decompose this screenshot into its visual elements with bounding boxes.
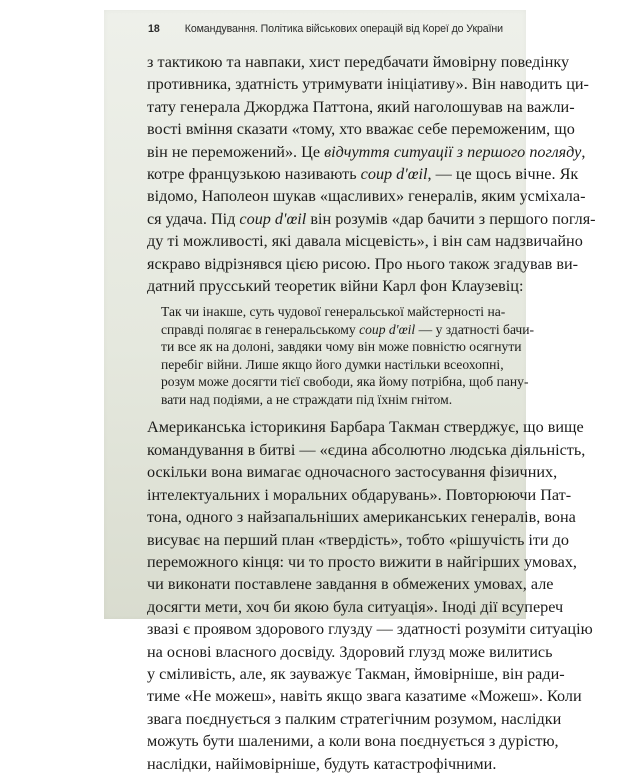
quote-line bbox=[161, 321, 535, 339]
text-line: з тактикою та навпаки, хист передбачати ймовірну поведінку bbox=[147, 53, 570, 71]
text-line bbox=[147, 141, 586, 163]
text-line: тиме «Не можеш», навіть якщо звага казатиме «Можеш». Коли bbox=[147, 687, 582, 706]
text-line: відомо, Наполеон шукав «щасливих» генералів, яким усміхала- bbox=[147, 187, 586, 206]
text-line: наслідки, найімовірніше, будуть катастрофічними. bbox=[147, 754, 497, 773]
body-text bbox=[147, 51, 596, 775]
italic-phrase: coup d'œil bbox=[360, 165, 428, 184]
text-run: , — це щось вічне. Як bbox=[427, 165, 579, 184]
book-page bbox=[104, 10, 596, 773]
text-line: звазі є проявом здорового глузду — здатності розуміти ситуацію bbox=[147, 620, 593, 639]
running-header bbox=[148, 23, 503, 37]
quote-line: Так чи інакше, суть чудової генеральської майстерності на- bbox=[161, 304, 506, 320]
text-line: датний прусський теоретик війни Карл фон Клаузевіц: bbox=[147, 277, 524, 296]
paragraph-3 bbox=[147, 416, 593, 775]
text-line: звага поєднується з палким стратегічним розумом, наслідки bbox=[147, 709, 562, 728]
text-line: переможного кінця: чи то просто вижити в найгірших умовах, bbox=[147, 552, 577, 571]
text-line: командування в битві — «єдина абсолютно людська діяльність, bbox=[147, 440, 586, 459]
text-run: він не переможений». Це bbox=[147, 142, 325, 161]
text-line bbox=[147, 163, 579, 185]
text-line: на основі власного досвіду. Здоровий глузд може вилитись bbox=[147, 642, 553, 661]
italic-phrase: відчуття ситуації з першого погляду bbox=[324, 142, 582, 161]
text-line: вості вміння сказати «тому, хто вважає себе переможеним, що bbox=[147, 120, 575, 139]
text-line: у сміливість, але, як зауважує Такман, ймовірніше, він ради- bbox=[147, 664, 565, 683]
text-line: Американська історикиня Барбара Такман стверджує, що вище bbox=[147, 418, 584, 437]
page-number: 18 bbox=[148, 23, 160, 35]
text-line: можуть бути шаленими, а коли вона поєднується з дурістю, bbox=[147, 732, 559, 751]
running-title: Командування. Політика військових операцій від Кореї до України bbox=[184, 23, 503, 35]
block-quote bbox=[161, 303, 535, 408]
quote-line: перебіг війни. Лише якщо його думки настільки всеохопні, bbox=[161, 356, 504, 372]
paragraph-1 bbox=[147, 51, 596, 297]
quote-line: вати над подіями, а не страждати під їхнім гнітом. bbox=[161, 391, 453, 407]
text-line: яскраво відрізнявся цією рисою. Про нього також згадував ви- bbox=[147, 254, 579, 273]
italic-phrase: coup d'œil bbox=[239, 209, 307, 228]
text-line: ду ті можливості, які давала місцевість», і він сам надзвичайно bbox=[147, 232, 583, 251]
text-line: тона, одного з найзапальніших американських генералів, вона bbox=[147, 508, 576, 527]
text-run: , bbox=[581, 142, 586, 161]
quote-line: ти все як на долоні, завдяки чому він може повністю осягнути bbox=[161, 339, 522, 355]
italic-phrase: coup d'œil bbox=[359, 321, 416, 337]
text-run: котре французькою називають bbox=[147, 165, 361, 184]
text-run: справді полягає в генеральському bbox=[161, 321, 360, 337]
text-line: інтелектуальних і моральних обдарувань». Повторюючи Пат- bbox=[147, 485, 572, 504]
text-line: тату генерала Джорджа Паттона, який наголошував на важли- bbox=[147, 97, 575, 116]
text-line: оскільки вона вимагає одночасного застосування фізичних, bbox=[147, 463, 558, 482]
text-run: ся удача. Під bbox=[147, 209, 240, 228]
text-line: противника, здатність утримувати ініціативу». Він наводить ци- bbox=[147, 75, 589, 94]
text-line: висуває на перший план «твердість», тобто «рішучість іти до bbox=[147, 530, 570, 549]
text-run: він розумів «дар бачити з першого погля- bbox=[306, 209, 596, 228]
text-run: — у здатності бачи- bbox=[415, 321, 535, 337]
quote-line: розум може досягти тієї свободи, яка йому потрібна, щоб пану- bbox=[161, 374, 529, 390]
text-line: досягти мети, хоч би якою була ситуація». Іноді дії всупереч bbox=[147, 597, 564, 616]
text-line: чи виконати поставлене завдання в обмежених умовах, але bbox=[147, 575, 554, 594]
text-line bbox=[147, 208, 596, 230]
